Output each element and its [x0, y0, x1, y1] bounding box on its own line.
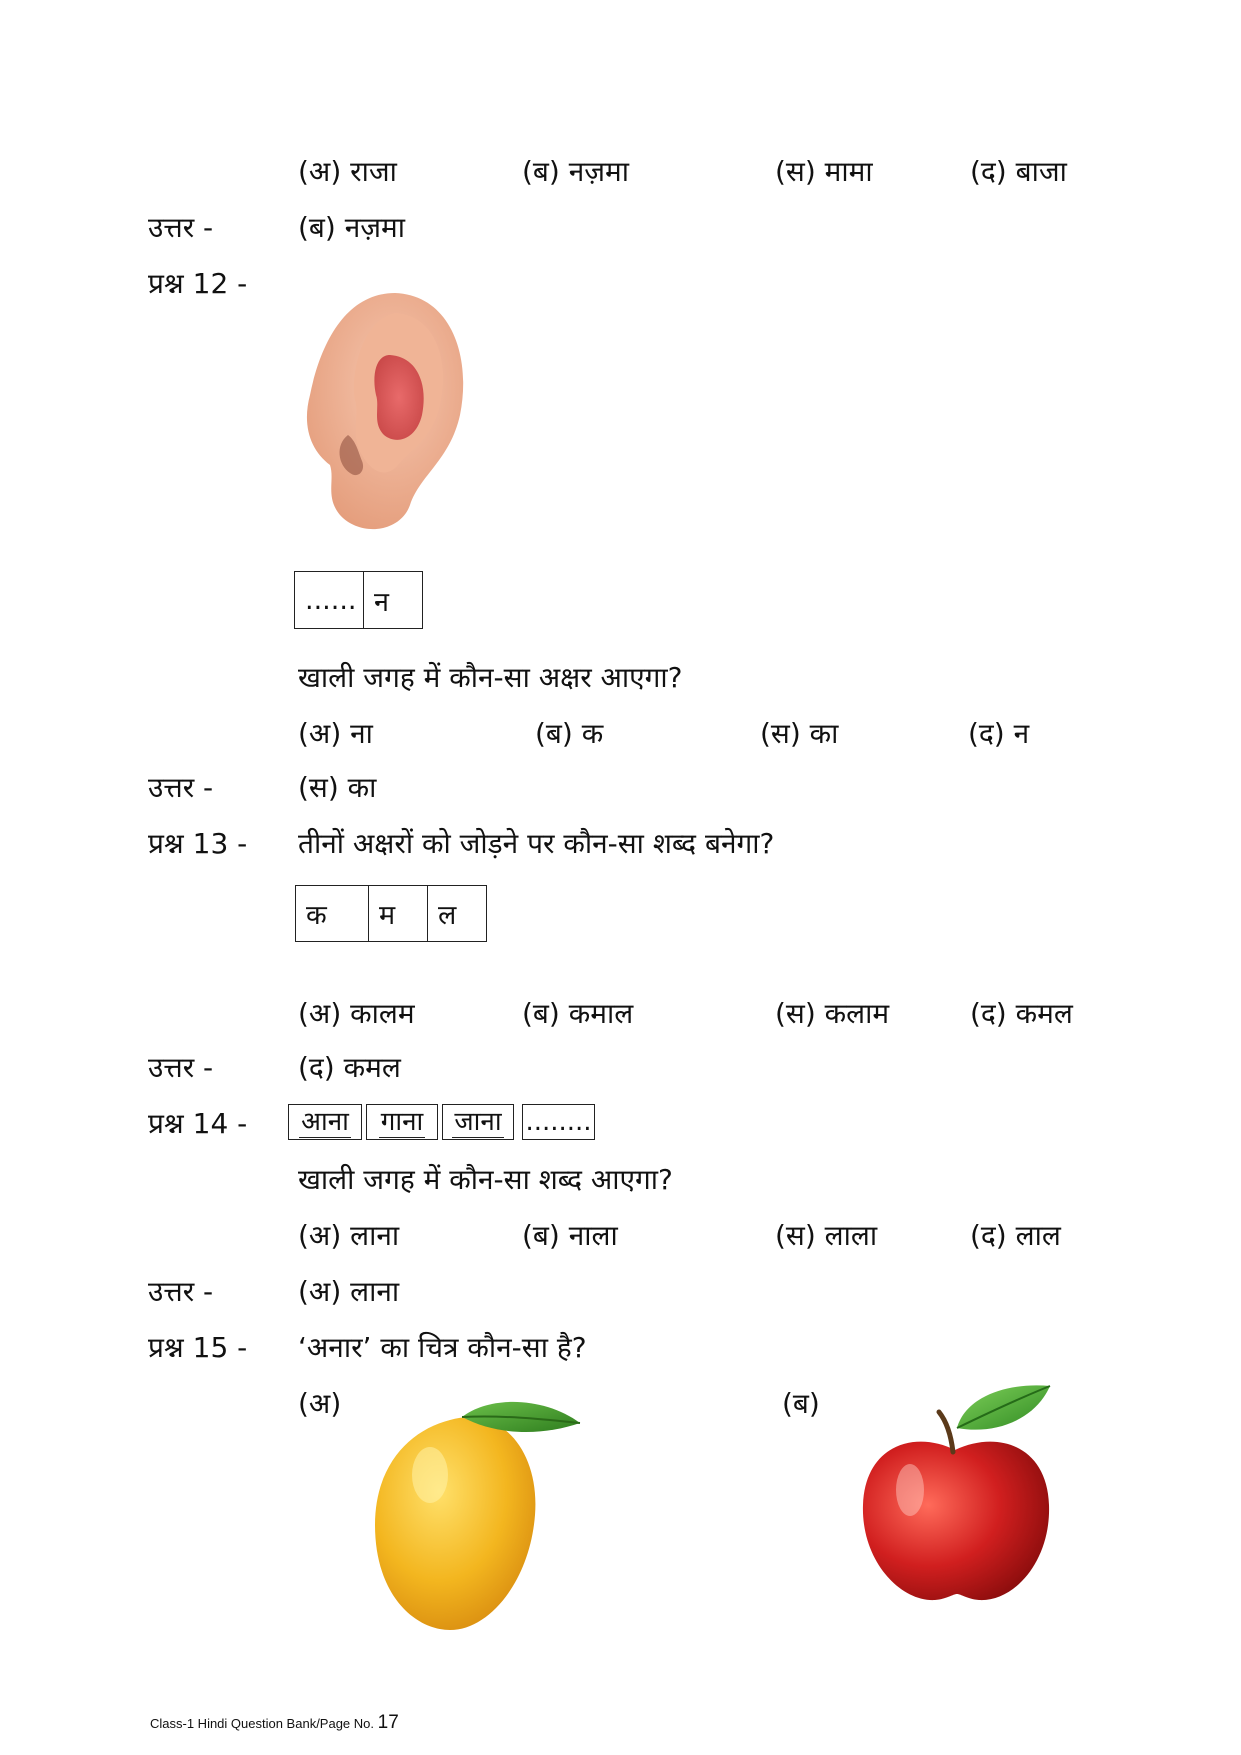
q14-option-b: (ब) नाला [522, 1219, 618, 1252]
q14-label: प्रश्न 14 - [148, 1107, 248, 1140]
q14-blank-box [522, 1104, 595, 1140]
q14-option-d: (द) लाल [970, 1219, 1061, 1252]
q12-answer: (स) का [298, 771, 377, 804]
mango-icon [370, 1395, 610, 1635]
q14-question: खाली जगह में कौन-सा शब्द आएगा? [298, 1163, 673, 1196]
q13-label: प्रश्न 13 - [148, 827, 248, 860]
q12-option-d: (द) न [968, 717, 1030, 750]
q11-option-b: (ब) नज़मा [522, 155, 630, 188]
q12-answer-label: उत्तर - [148, 771, 214, 804]
page-footer [150, 1712, 399, 1734]
q11-option-d: (द) बाजा [970, 155, 1067, 188]
q15-option-b: (ब) [782, 1387, 820, 1420]
q14-option-a: (अ) लाना [298, 1219, 400, 1252]
letter-cell: न [374, 586, 389, 618]
q14-answer-label: उत्तर - [148, 1275, 214, 1308]
q11-option-a: (अ) राजा [298, 155, 397, 188]
q14-word-box [442, 1104, 514, 1140]
apple-image [855, 1380, 1060, 1605]
q12-option-b: (ब) क [535, 717, 604, 750]
q13-answer: (द) कमल [298, 1051, 401, 1084]
q15-option-a: (अ) [298, 1387, 342, 1420]
mango-image [370, 1395, 610, 1635]
ear-image [300, 285, 475, 540]
q11-option-c: (स) मामा [775, 155, 873, 188]
q14-word-box [366, 1104, 438, 1140]
letter-cell: म [369, 886, 428, 941]
q14-word-box [288, 1104, 362, 1140]
q15-question: ‘अनार’ का चित्र कौन-सा है? [298, 1331, 587, 1364]
q11-answer: (ब) नज़मा [298, 211, 406, 244]
ear-icon [300, 285, 475, 540]
blank: ........ [525, 1107, 592, 1137]
apple-icon [855, 1380, 1060, 1605]
q12-blank-box [294, 571, 423, 629]
q13-option-d: (द) कमल [970, 997, 1073, 1030]
footer-text: Class-1 Hindi Question Bank/Page No. [150, 1716, 375, 1731]
q13-letter-box [295, 885, 487, 942]
word: गाना [380, 1107, 424, 1137]
q13-option-c: (स) कलाम [775, 997, 890, 1030]
letter-cell: क [296, 886, 369, 941]
q12-label: प्रश्न 12 - [148, 267, 248, 300]
q12-option-c: (स) का [760, 717, 839, 750]
blank-cell: ...... [295, 572, 364, 628]
word: आना [301, 1107, 349, 1137]
q14-answer: (अ) लाना [298, 1275, 400, 1308]
q13-option-a: (अ) कालम [298, 997, 415, 1030]
q14-option-c: (स) लाला [775, 1219, 878, 1252]
letter-cell: ल [438, 900, 457, 931]
q12-option-a: (अ) ना [298, 717, 373, 750]
q11-answer-label: उत्तर - [148, 211, 214, 244]
q13-option-b: (ब) कमाल [522, 997, 634, 1030]
q13-answer-label: उत्तर - [148, 1051, 214, 1084]
q15-label: प्रश्न 15 - [148, 1331, 248, 1364]
q12-question: खाली जगह में कौन-सा अक्षर आएगा? [298, 661, 683, 694]
page-number: 17 [377, 1712, 399, 1733]
word: जाना [454, 1107, 502, 1137]
q13-question: तीनों अक्षरों को जोड़ने पर कौन-सा शब्द बनेगा? [298, 827, 775, 860]
